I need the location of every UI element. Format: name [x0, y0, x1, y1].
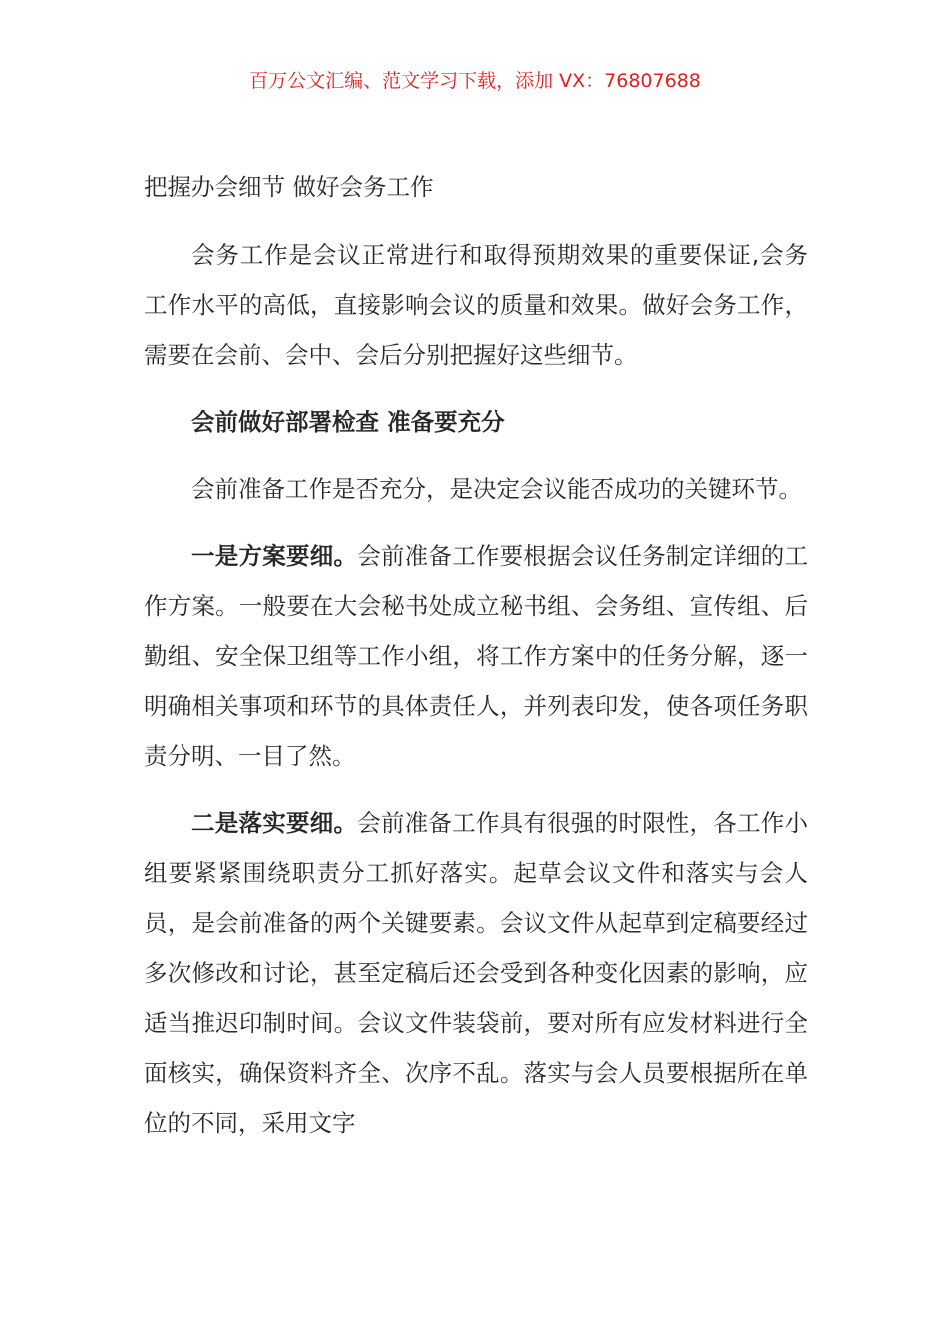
point-two-lead: 二是落实要细。	[191, 809, 358, 837]
point-two-paragraph	[144, 798, 808, 1148]
document-body	[144, 162, 808, 1165]
intro-paragraph: 会务工作是会议正常进行和取得预期效果的重要保证,会务工作水平的高低，直接影响会议的质量和效果。做好会务工作，需要在会前、会中、会后分别把握好这些细节。	[144, 241, 808, 369]
document-title: 把握办会细节 做好会务工作	[144, 173, 434, 201]
section-heading: 会前做好部署检查 准备要充分	[191, 408, 505, 436]
point-one-paragraph	[144, 531, 808, 781]
point-one-lead: 一是方案要细。	[191, 542, 358, 570]
point-two-body: 会前准备工作具有很强的时限性，各工作小组要紧紧围绕职责分工抓好落实。起草会议文件和落实与会人员，是会前准备的两个关键要素。会议文件从起草到定稿要经过多次修改和讨论，甚至定稿后还会受到各种变化因素的影响，应适当推迟印制时间。会议文件装袋前，要对所有应发材料进行全面核实，确保资料齐全、次序不乱。落实与会人员要根据所在单位的不同，采用文字	[144, 809, 809, 1137]
watermark-header: 百万公文汇编、范文学习下载，添加 VX：76807688	[249, 70, 701, 92]
section-intro-paragraph: 会前准备工作是否充分，是决定会议能否成功的关键环节。	[191, 475, 802, 503]
point-one-body: 会前准备工作要根据会议任务制定详细的工作方案。一般要在大会秘书处成立秘书组、会务组、宣传组、后勤组、安全保卫组等工作小组，将工作方案中的任务分解，逐一明确相关事项和环节的具体责任人，并列表印发，使各项任务职责分明、一目了然。	[144, 542, 809, 770]
